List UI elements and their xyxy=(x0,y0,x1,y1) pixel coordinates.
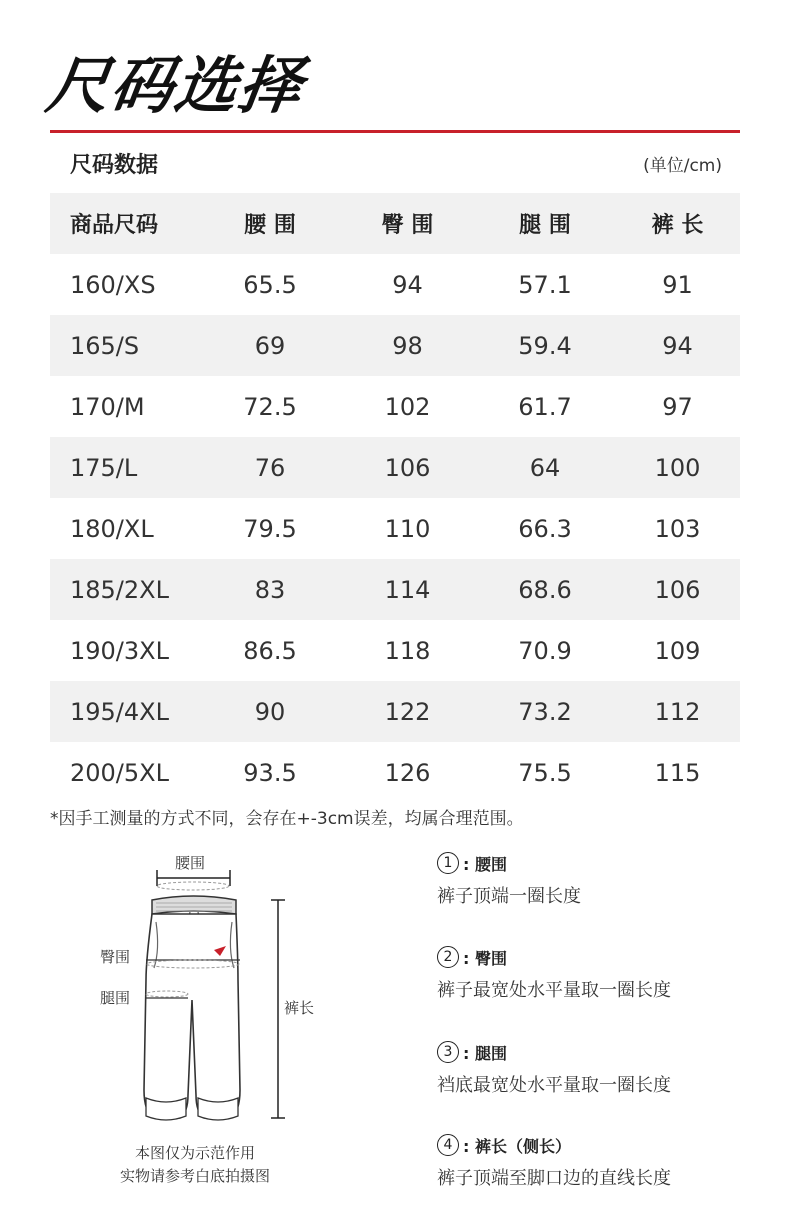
cell-thigh: 64 xyxy=(529,453,561,482)
table-row xyxy=(50,437,740,498)
cell-waist: 86.5 xyxy=(243,636,297,665)
cell-thigh: 68.6 xyxy=(518,575,572,604)
number-1-icon: 1 xyxy=(437,852,459,874)
cell-hip: 126 xyxy=(384,758,431,787)
cell-size: 175/L xyxy=(70,453,138,482)
size-table xyxy=(50,193,740,803)
cell-hip: 122 xyxy=(384,697,431,726)
legend-item-waist xyxy=(437,850,757,908)
cell-waist: 65.5 xyxy=(243,270,297,299)
measurement-note: *因手工测量的方式不同，会存在+-3cm误差，均属合理范围。 xyxy=(50,809,524,829)
number-3-icon: 3 xyxy=(437,1041,459,1063)
cell-thigh: 75.5 xyxy=(518,758,572,787)
legend-desc: 裤子最宽处水平量取一圈长度 xyxy=(437,980,671,1001)
cell-hip: 118 xyxy=(384,636,431,665)
cell-hip: 98 xyxy=(392,331,423,360)
table-row xyxy=(50,620,740,681)
table-row xyxy=(50,376,740,437)
cell-length: 115 xyxy=(654,758,701,787)
cell-length: 112 xyxy=(654,697,701,726)
section-title: 尺码数据 xyxy=(70,153,159,178)
header-length: 裤 长 xyxy=(651,213,704,238)
header-size: 商品尺码 xyxy=(70,213,159,238)
table-header-row xyxy=(50,193,740,254)
number-2-icon: 2 xyxy=(437,946,459,968)
caption-line-2: 实物请参考白底拍摄图 xyxy=(119,1167,270,1185)
table-row xyxy=(50,498,740,559)
cell-hip: 114 xyxy=(384,575,431,604)
thigh-label: 腿围 xyxy=(100,989,131,1007)
cell-thigh: 66.3 xyxy=(518,514,572,543)
cell-size: 165/S xyxy=(70,331,140,360)
cell-waist: 72.5 xyxy=(243,392,297,421)
number-4-icon: 4 xyxy=(437,1134,459,1156)
unit-label: (单位/cm) xyxy=(643,156,722,176)
cell-waist: 83 xyxy=(254,575,286,604)
header-waist: 腰 围 xyxy=(244,213,296,238)
table-row xyxy=(50,742,740,803)
caption-line-1: 本图仅为示范作用 xyxy=(134,1144,255,1162)
table-row xyxy=(50,681,740,742)
cell-size: 195/4XL xyxy=(70,697,169,726)
cell-length: 106 xyxy=(654,575,701,604)
cell-thigh: 73.2 xyxy=(518,697,572,726)
cell-length: 97 xyxy=(662,392,693,421)
cell-thigh: 59.4 xyxy=(518,331,572,360)
legend-title: : 腰围 xyxy=(463,854,507,874)
header-hip: 臀 围 xyxy=(381,213,434,238)
cell-hip: 110 xyxy=(384,514,431,543)
cell-waist: 76 xyxy=(254,453,286,482)
legend-item-hip xyxy=(437,944,757,1002)
cell-length: 103 xyxy=(654,514,701,543)
pants-diagram xyxy=(90,850,340,1180)
table-row xyxy=(50,315,740,376)
cell-length: 109 xyxy=(654,636,701,665)
header-thigh: 腿 围 xyxy=(519,213,571,238)
cell-size: 180/XL xyxy=(70,514,154,543)
pants-outline xyxy=(144,914,240,1118)
legend-title: : 腿围 xyxy=(463,1043,507,1063)
legend-item-thigh xyxy=(437,1039,757,1097)
hip-label: 臀围 xyxy=(100,948,131,966)
cell-waist: 79.5 xyxy=(243,514,297,543)
cell-length: 91 xyxy=(662,270,693,299)
cell-hip: 106 xyxy=(384,453,431,482)
cell-hip: 94 xyxy=(392,270,423,299)
legend-title: : 裤长（侧长） xyxy=(463,1136,571,1156)
legend-item-length xyxy=(437,1132,757,1190)
cell-thigh: 61.7 xyxy=(518,392,572,421)
diagram-caption xyxy=(90,1142,300,1188)
table-row xyxy=(50,559,740,620)
cell-thigh: 70.9 xyxy=(518,636,572,665)
cell-hip: 102 xyxy=(384,392,431,421)
cell-size: 170/M xyxy=(70,392,145,421)
table-row xyxy=(50,254,740,315)
cell-length: 100 xyxy=(654,453,701,482)
cell-size: 160/XS xyxy=(70,270,156,299)
cell-size: 200/5XL xyxy=(70,758,169,787)
legend-desc: 裤子顶端至脚口边的直线长度 xyxy=(437,1168,671,1189)
legend-desc: 裤子顶端一圈长度 xyxy=(437,886,581,907)
length-label: 裤长 xyxy=(284,999,315,1017)
legend-title: : 臀围 xyxy=(463,948,507,968)
waist-label: 腰围 xyxy=(175,854,206,872)
cell-waist: 69 xyxy=(254,331,286,360)
cell-length: 94 xyxy=(662,331,693,360)
cell-size: 185/2XL xyxy=(70,575,169,604)
cell-thigh: 57.1 xyxy=(518,270,572,299)
cell-waist: 90 xyxy=(254,697,286,726)
title-divider xyxy=(50,130,740,133)
cell-waist: 93.5 xyxy=(243,758,297,787)
page-title: 尺码选择 xyxy=(42,49,309,122)
legend-desc: 裆底最宽处水平量取一圈长度 xyxy=(437,1075,671,1096)
cell-size: 190/3XL xyxy=(70,636,169,665)
